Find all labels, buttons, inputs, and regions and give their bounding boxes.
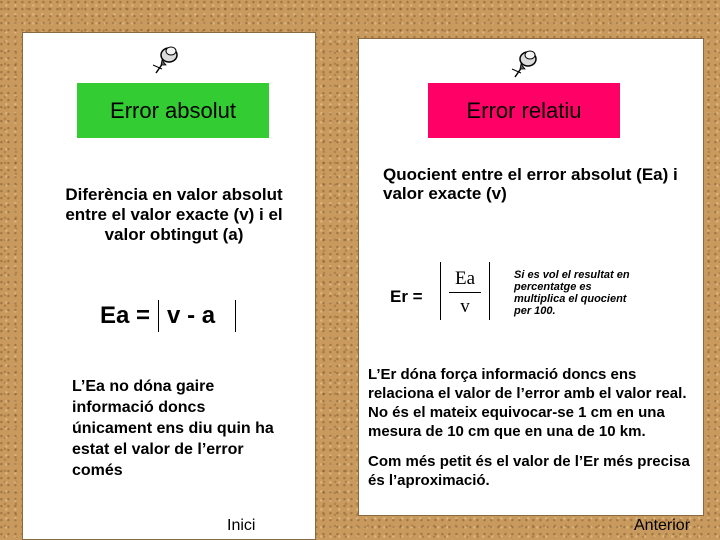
fraction-line	[449, 292, 481, 293]
pushpin-icon	[150, 43, 180, 77]
pushpin-icon	[509, 47, 539, 81]
percentage-note: Si es vol el resultat en percentatge es multiplica el quocient per 100.	[514, 269, 630, 317]
relative-error-paragraph-2: Com més petit és el valor de l’Er més precisa és l’aproximació.	[368, 453, 690, 489]
abs-bar-left	[158, 300, 159, 332]
formula-body: v - a	[167, 302, 216, 329]
absolute-error-note: L’Ea no dóna gaire informació doncs únicament ens diu quin ha estat el valor de l’error comés	[72, 378, 274, 479]
fraction-denominator: v	[460, 296, 470, 317]
fraction-numerator: Ea	[454, 268, 476, 289]
relative-error-lhs: Er =	[390, 287, 423, 306]
anterior-link[interactable]: Anterior	[634, 517, 691, 534]
inici-link[interactable]: Inici	[227, 517, 256, 534]
formula-lhs: Ea =	[100, 302, 151, 329]
absolute-error-formula	[100, 300, 244, 332]
absolute-error-definition: Diferència en valor absolut entre el valor exacte (v) i el valor obtingut (a)	[65, 185, 283, 244]
relative-error-definition: Quocient entre el error absolut (Ea) i valor exacte (v)	[383, 165, 678, 203]
relative-error-paragraph-1: L’Er dóna força informació doncs ens relaciona el valor de l’error amb el valor real. No és el mateix equivocar-se 1 cm en una mesura de 10 cm que en una de 10 km.	[368, 366, 687, 440]
relative-error-fraction	[440, 262, 490, 320]
abs-bar-right	[235, 300, 236, 332]
error-absolut-title: Error absolut	[77, 83, 269, 138]
error-relatiu-title: Error relatiu	[428, 83, 620, 138]
